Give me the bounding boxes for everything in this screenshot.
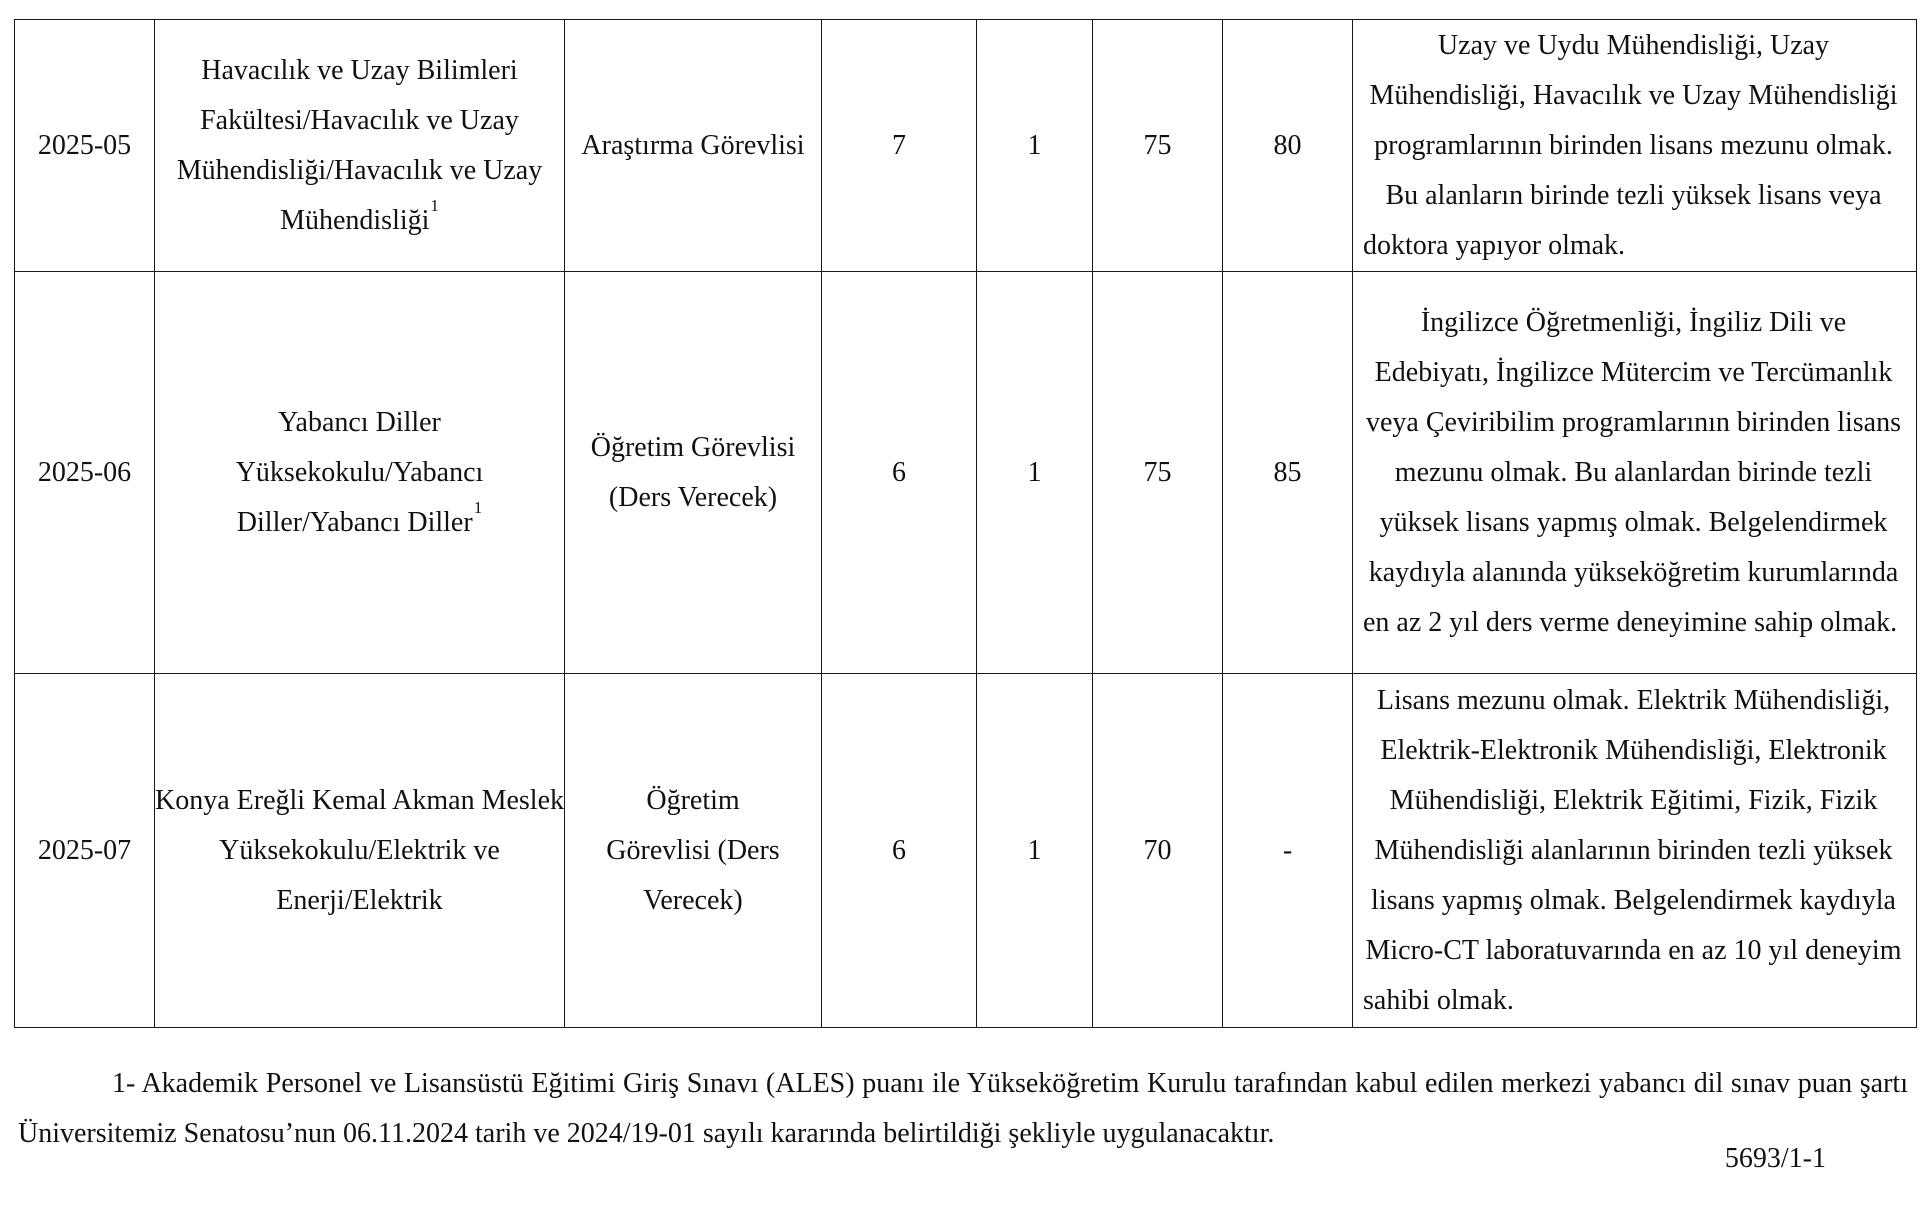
position-unit: [155, 272, 565, 674]
position-title: Araştırma Görevlisi: [565, 20, 822, 272]
position-requirements: Uzay ve Uydu Mühendisliği, Uzay Mühendisliği, Havacılık ve Uzay Mühendisliği programlarının birinden lisans mezunu olmak. Bu alanların birinde tezli yüksek lisans veya doktora yapıyor olmak.: [1353, 20, 1917, 272]
position-code: 2025-07: [15, 674, 155, 1028]
position-unit: [155, 674, 565, 1028]
position-language-score: -: [1223, 674, 1353, 1028]
position-language-score: 80: [1223, 20, 1353, 272]
position-requirements: İngilizce Öğretmenliği, İngiliz Dili ve Edebiyatı, İngilizce Mütercim ve Tercümanlık veya Çeviribilim programlarının birinden lisans mezunu olmak. Bu alanlardan birinde tezli yüksek lisans yapmış olmak. Belgelendirmek kaydıyla alanında yükseköğretim kurumlarında en az 2 yıl ders verme deneyimine sahip olmak.: [1353, 272, 1917, 674]
position-requirements: Lisans mezunu olmak. Elektrik Mühendisliği, Elektrik-Elektronik Mühendisliği, Elektronik Mühendisliği, Elektrik Eğitimi, Fizik, Fizik Mühendisliği alanlarının birinden tezli yüksek lisans yapmış olmak. Belgelendirmek kaydıyla Micro-CT laboratuvarında en az 10 yıl deneyim sahibi olmak.: [1353, 674, 1917, 1028]
position-unit-text: Konya Ereğli Kemal Akman Meslek Yüksekokulu/Elektrik ve Enerji/Elektrik: [155, 784, 565, 916]
position-language-score: 85: [1223, 272, 1353, 674]
position-ales-score: 70: [1093, 674, 1223, 1028]
position-unit-text: Havacılık ve Uzay Bilimleri Fakültesi/Havacılık ve Uzay Mühendisliği/Havacılık ve Uzay Mühendisliği: [176, 54, 543, 236]
position-ales-score: 75: [1093, 272, 1223, 674]
position-count: 1: [977, 20, 1093, 272]
page-reference: 5693/1-1: [1724, 1143, 1826, 1174]
position-listing-table: [14, 19, 1917, 1028]
footnote-marker: 1: [430, 195, 439, 215]
position-degree: 6: [822, 674, 977, 1028]
position-code: 2025-06: [15, 272, 155, 674]
position-count: 1: [977, 674, 1093, 1028]
position-title: Öğretim Görevlisi (Ders Verecek): [565, 674, 822, 1028]
position-ales-score: 75: [1093, 20, 1223, 272]
position-unit-text: Yabancı Diller Yüksekokulu/Yabancı Diller/Yabancı Diller: [235, 406, 484, 538]
position-count: 1: [977, 272, 1093, 674]
position-degree: 7: [822, 20, 977, 272]
table-row: [15, 272, 1917, 674]
position-code: 2025-05: [15, 20, 155, 272]
position-degree: 6: [822, 272, 977, 674]
footnote-marker: 1: [473, 497, 483, 517]
footnote: 1- Akademik Personel ve Lisansüstü Eğitimi Giriş Sınavı (ALES) puanı ile Yükseköğretim Kurulu tarafından kabul edilen merkezi yabancı dil sınav puan şartı Üniversitemiz Senatosu’nun 06.11.2024 tarih ve 2024/19-01 sayılı kararında belirtildiği şekliyle uygulanacaktır.: [18, 1068, 1908, 1149]
position-title: Öğretim Görevlisi (Ders Verecek): [565, 272, 822, 674]
position-unit: [155, 20, 565, 272]
table-row: [15, 20, 1917, 272]
table-row: [15, 674, 1917, 1028]
